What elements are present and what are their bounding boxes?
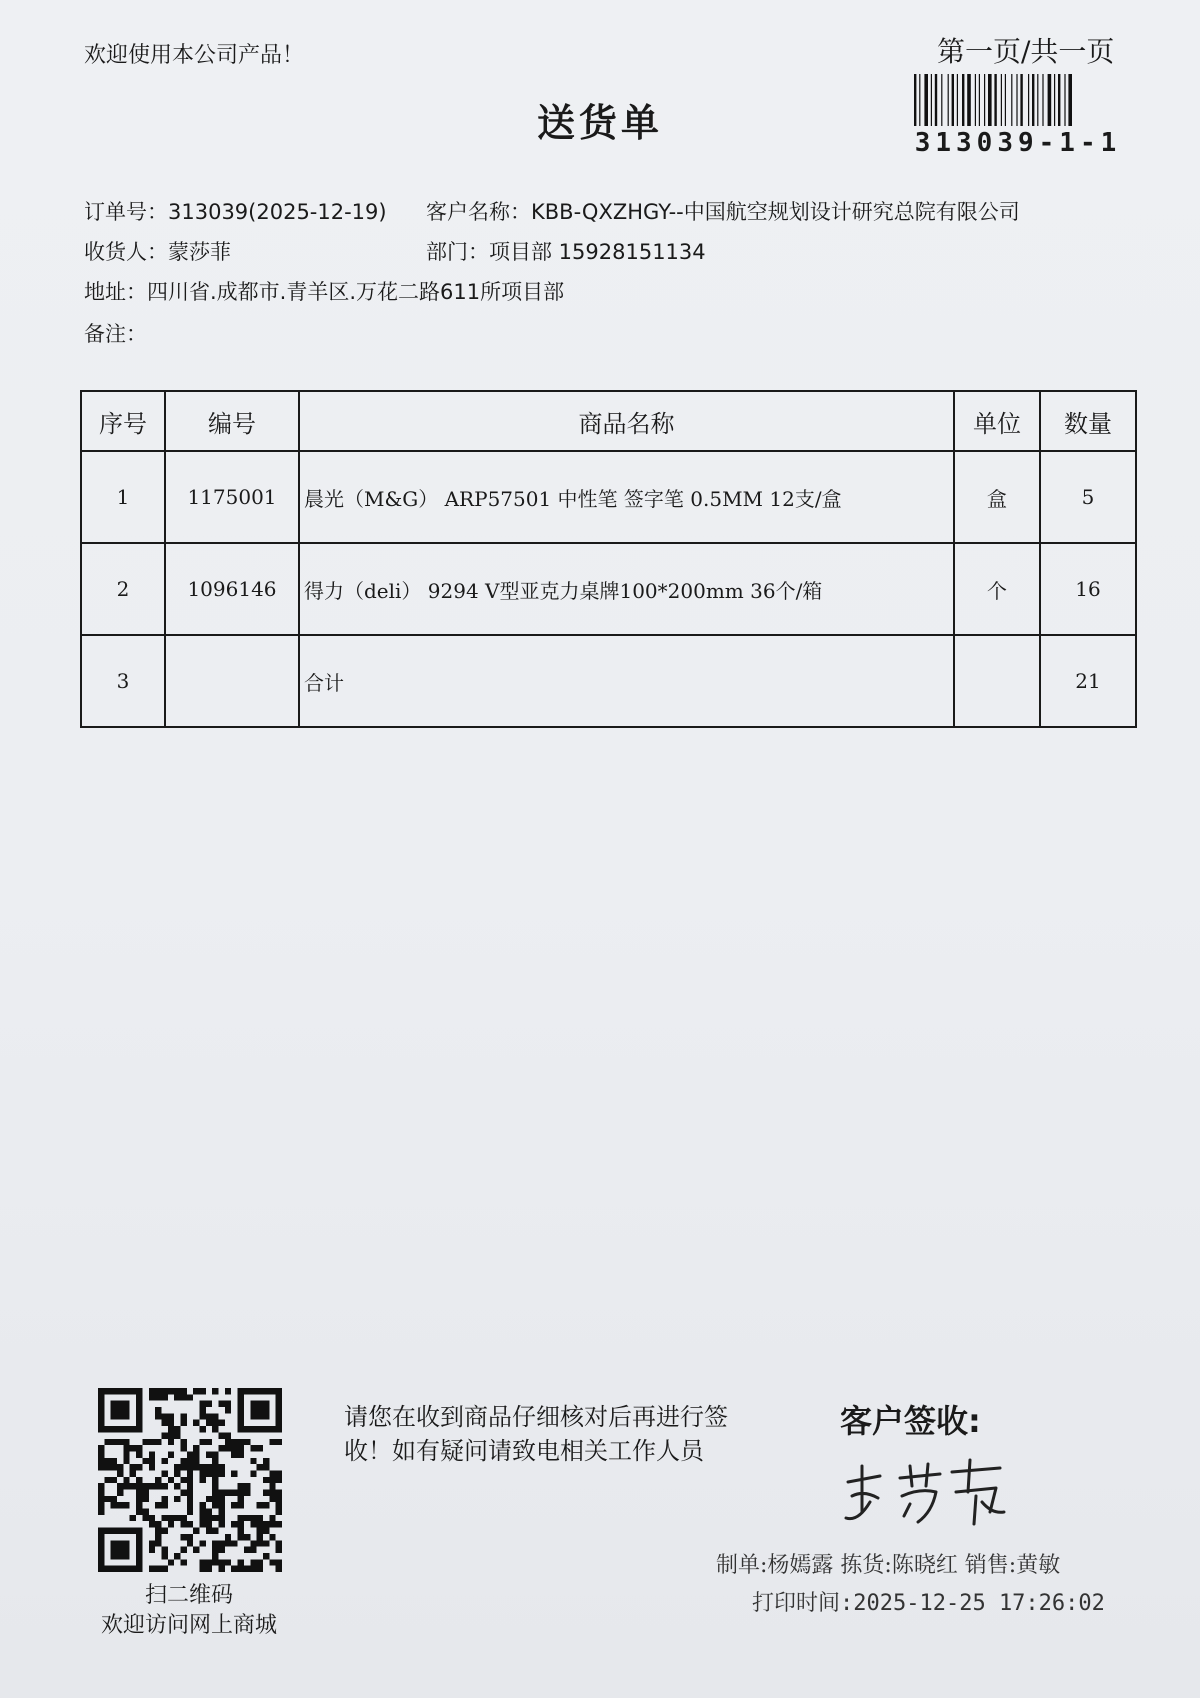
cell-qty: 16 — [1040, 543, 1136, 635]
cell-seq: 3 — [81, 635, 165, 727]
cell-unit: 盒 — [954, 451, 1040, 543]
cell-name: 合计 — [299, 635, 954, 727]
header-seq: 序号 — [81, 391, 165, 451]
order-number-label: 订单号： — [84, 200, 168, 224]
cell-seq: 2 — [81, 543, 165, 635]
table-row — [81, 543, 1136, 635]
customer-field — [426, 196, 1020, 226]
handwritten-signature — [840, 1452, 1010, 1532]
cell-code: 1175001 — [165, 451, 299, 543]
cell-name: 晨光（M&G） ARP57501 中性笔 签字笔 0.5MM 12支/盒 — [299, 451, 954, 543]
welcome-text: 欢迎使用本公司产品！ — [84, 43, 305, 68]
items-table — [80, 390, 1137, 728]
document-title: 送货单 — [536, 101, 663, 145]
qr-caption-visit: 欢迎访问网上商城 — [100, 1613, 277, 1638]
print-time: 打印时间:2025-12-25 17:26:02 — [752, 1591, 1105, 1616]
cell-name: 得力（deli） 9294 V型亚克力桌牌100*200mm 36个/箱 — [299, 543, 954, 635]
qr-code[interactable] — [98, 1388, 282, 1572]
cell-unit: 个 — [954, 543, 1040, 635]
customer-sign-label: 客户签收: — [840, 1402, 981, 1440]
table-row-total — [81, 635, 1136, 727]
header-name: 商品名称 — [299, 391, 954, 451]
makers-line: 制单:杨嫣露 拣货:陈晓红 销售:黄敏 — [716, 1553, 1061, 1578]
page-indicator: 第一页/共一页 — [937, 35, 1115, 68]
cell-unit — [954, 635, 1040, 727]
cell-qty: 5 — [1040, 451, 1136, 543]
receiver-field — [84, 236, 231, 266]
barcode-number: 313039-1-1 — [914, 128, 1122, 158]
header-unit: 单位 — [954, 391, 1040, 451]
department-label: 部门： — [426, 240, 489, 264]
cell-qty: 21 — [1040, 635, 1136, 727]
department-field — [426, 236, 706, 266]
receipt-notice: 请您在收到商品仔细核对后再进行签收！如有疑问请致电相关工作人员 — [344, 1403, 728, 1465]
receiver-label: 收货人： — [84, 240, 168, 264]
cell-code — [165, 635, 299, 727]
address-field — [84, 276, 564, 306]
qr-caption-scan: 扫二维码 — [144, 1583, 233, 1608]
address-label: 地址： — [84, 280, 147, 304]
customer-value: KBB-QXZHGY--中国航空规划设计研究总院有限公司 — [531, 200, 1020, 224]
cell-code: 1096146 — [165, 543, 299, 635]
remark-field — [84, 318, 147, 348]
table-header-row — [81, 391, 1136, 451]
order-number-value: 313039(2025-12-19) — [168, 200, 387, 224]
address-value: 四川省.成都市.青羊区.万花二路611所项目部 — [147, 280, 565, 304]
department-value: 项目部 15928151134 — [489, 240, 706, 264]
remark-label: 备注： — [84, 322, 147, 346]
cell-seq: 1 — [81, 451, 165, 543]
header-qty: 数量 — [1040, 391, 1136, 451]
receiver-value: 蒙莎菲 — [168, 240, 231, 264]
table-row — [81, 451, 1136, 543]
customer-label: 客户名称： — [426, 200, 531, 224]
order-number-field — [84, 196, 387, 226]
header-code: 编号 — [165, 391, 299, 451]
